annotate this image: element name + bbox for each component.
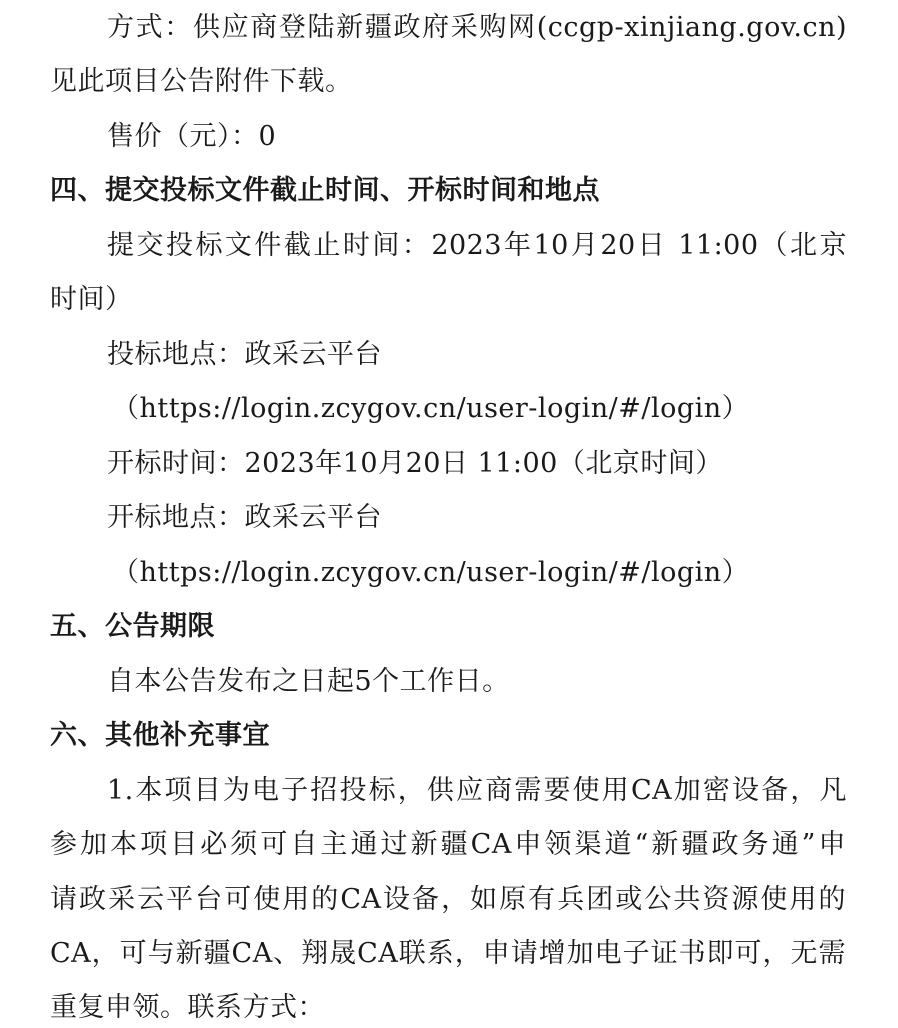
bid-location-url: （https://login.zcygov.cn/user-login/#/login）	[112, 393, 750, 424]
submission-deadline-line: 提交投标文件截止时间：2023年10月20日 11:00（北京	[107, 230, 847, 261]
supplement-paragraph-line-1: 1.本项目为电子招投标，供应商需要使用CA加密设备，凡	[107, 775, 847, 806]
supplement-paragraph-line-4: CA，可与新疆CA、翔晟CA联系，申请增加电子证书即可，无需	[50, 938, 846, 969]
attachment-download-line: 见此项目公告附件下载。	[50, 66, 353, 97]
purchase-method-line: 方式：供应商登陆新疆政府采购网(ccgp-xinjiang.gov.cn)	[107, 12, 847, 43]
supplement-paragraph-line-3: 请政采云平台可使用的CA设备，如原有兵团或公共资源使用的	[50, 884, 846, 915]
section-five-heading: 五、公告期限	[50, 611, 215, 642]
opening-time-line: 开标时间：2023年10月20日 11:00（北京时间）	[107, 448, 723, 479]
section-six-heading: 六、其他补充事宜	[50, 720, 270, 751]
supplement-paragraph-line-2: 参加本项目必须可自主通过新疆CA申领渠道“新疆政务通”申	[50, 829, 846, 860]
submission-deadline-continuation: 时间）	[50, 284, 133, 315]
supplement-paragraph-line-5: 重复申领。联系方式：	[50, 992, 325, 1023]
opening-location-url: （https://login.zcygov.cn/user-login/#/login）	[112, 557, 750, 588]
announcement-period-line: 自本公告发布之日起5个工作日。	[107, 666, 510, 697]
section-four-heading: 四、提交投标文件截止时间、开标时间和地点	[50, 175, 600, 206]
bid-location-line: 投标地点：政采云平台	[107, 339, 382, 370]
price-line: 售价（元）：0	[107, 121, 277, 152]
opening-location-line: 开标地点：政采云平台	[107, 502, 382, 533]
